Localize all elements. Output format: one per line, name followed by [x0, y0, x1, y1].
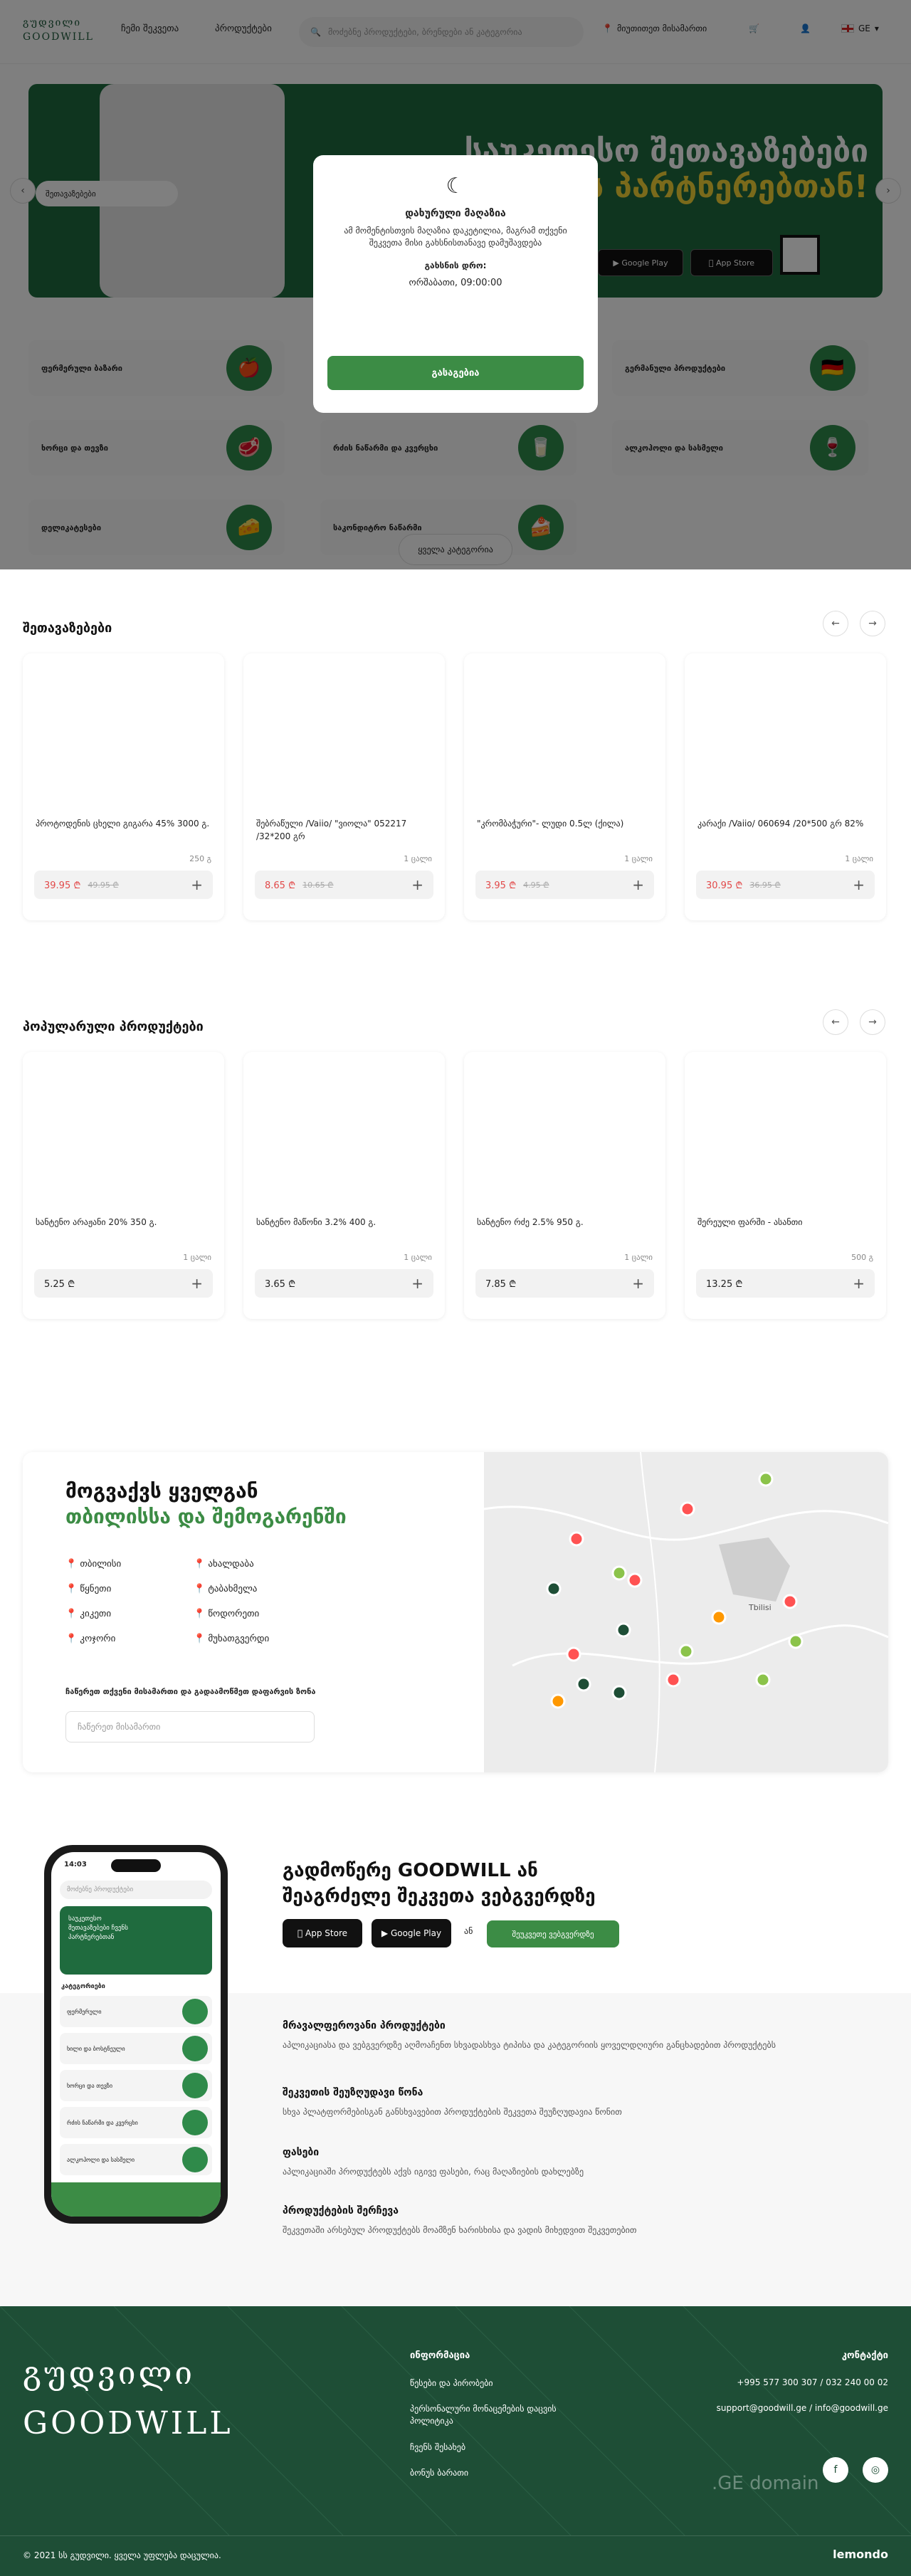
product-name: "კრომბაჭური"- ლუდი 0.5ლ (ქილა) [477, 819, 624, 829]
city-label: თბილისი [80, 1559, 122, 1570]
product-card[interactable] [243, 653, 445, 920]
city-item [194, 1609, 259, 1619]
plus-icon[interactable]: + [191, 1275, 203, 1292]
location-pin-icon: 📍 [194, 1559, 206, 1570]
city-label: ტაბახმელა [208, 1584, 258, 1594]
plus-icon[interactable]: + [632, 876, 644, 893]
map-pin[interactable] [759, 1473, 772, 1486]
phone-row-image [182, 1999, 208, 2024]
location-pin-icon: 📍 [65, 1584, 78, 1594]
product-image [37, 1066, 210, 1209]
phone-row-image [182, 2073, 208, 2098]
map-pin[interactable] [570, 1533, 583, 1545]
product-card[interactable] [23, 1052, 224, 1319]
location-pin-icon: 📍 [194, 1609, 206, 1619]
add-to-cart-bar[interactable] [696, 1269, 875, 1298]
moon-sleep-icon: ☾ [446, 174, 465, 199]
modal-ok-button[interactable]: გასაგებია [327, 356, 584, 390]
app-title-line1: გადმოწერე GOODWILL ან [283, 1860, 538, 1881]
play-icon: ▶ [381, 1928, 391, 1938]
popular-next-arrow-icon[interactable]: → [860, 1009, 885, 1035]
plus-icon[interactable]: + [853, 876, 865, 893]
product-price: 30.95 ₾ [706, 880, 743, 891]
product-price: 3.65 ₾ [265, 1279, 296, 1290]
city-label: წყნეთი [80, 1584, 112, 1594]
footer-bottom-bar [0, 2535, 911, 2576]
product-price: 39.95 ₾ [44, 880, 81, 891]
product-old-price: 49.95 ₾ [88, 880, 119, 890]
app-title-line2: შეაგრძელე შეკვეთა ვებგვერდზე [283, 1886, 596, 1907]
feature-title: შეკვეთის შეუზღუდავი წონა [283, 2087, 423, 2098]
app-store-badge[interactable] [283, 1919, 362, 1947]
offers-next-arrow-icon[interactable]: → [860, 611, 885, 636]
feature-title: მრავალფეროვანი პროდუქტები [283, 2020, 446, 2031]
product-price: 8.65 ₾ [265, 880, 296, 891]
product-name: შერეული ფარში - ასანთი [697, 1217, 803, 1227]
product-price: 13.25 ₾ [706, 1279, 743, 1290]
map-title-line1: მოგვაქვს ყველგან [65, 1479, 258, 1503]
product-price: 5.25 ₾ [44, 1279, 75, 1290]
city-label: კიკეთი [80, 1609, 112, 1619]
product-name: პროტოდენის ცხელი გიგარა 45% 3000 გ. [36, 819, 210, 829]
product-old-price: 4.95 ₾ [523, 880, 549, 890]
add-to-cart-bar[interactable] [475, 1269, 654, 1298]
map-pin[interactable] [681, 1503, 694, 1515]
product-card[interactable] [23, 653, 224, 920]
product-image [699, 668, 872, 810]
product-image [258, 668, 431, 810]
location-pin-icon: 📍 [194, 1584, 206, 1594]
city-item [194, 1584, 257, 1594]
product-price: 3.95 ₾ [485, 880, 517, 891]
copyright: © 2021 სს გუდვილი. ყველა უფლება დაცულია. [23, 2550, 221, 2560]
phone-section-title: კატეგორიები [61, 1983, 105, 1990]
phone-category-row [60, 2070, 212, 2101]
footer-email[interactable]: support@goodwill.ge / info@goodwill.ge [716, 2403, 888, 2413]
product-card[interactable] [685, 1052, 886, 1319]
product-unit: 1 ცალი [624, 1253, 653, 1262]
product-unit: 500 გ [851, 1253, 873, 1262]
phone-row-label: რძის ნაწარმი და კვერცხი [67, 2119, 138, 2126]
phone-category-row [60, 2144, 212, 2175]
city-label: კოჯორი [80, 1634, 116, 1644]
product-name: სანტენო მაწონი 3.2% 400 გ. [256, 1217, 376, 1227]
phone-time: 14:03 [64, 1861, 87, 1868]
footer-contact-title: კონტაქტი [841, 2350, 888, 2361]
map-pin[interactable] [757, 1673, 769, 1686]
phone-notch [111, 1859, 161, 1872]
add-to-cart-bar[interactable] [475, 871, 654, 899]
phone-search: მოძებნე პროდუქტები [60, 1881, 212, 1899]
closed-store-modal [313, 155, 598, 413]
map-pin[interactable] [680, 1645, 693, 1658]
footer-info-title: ინფორმაცია [410, 2350, 470, 2361]
city-item [65, 1609, 111, 1619]
phone-row-image [182, 2036, 208, 2061]
add-to-cart-bar[interactable] [34, 1269, 213, 1298]
city-item [194, 1634, 269, 1644]
footer-logo[interactable] [23, 2349, 233, 2449]
phone-row-image [182, 2147, 208, 2172]
map-pin[interactable] [789, 1635, 802, 1648]
phone-banner-text: საუკეთესო შეთავაზებები ჩვენს პარტნერებთან [68, 1915, 128, 1941]
product-unit: 1 ცალი [845, 854, 873, 863]
product-name: სანტენო რძე 2.5% 950 გ. [477, 1217, 584, 1227]
plus-icon[interactable]: + [191, 876, 203, 893]
address-check-input[interactable]: ჩაწერეთ მისამართი [65, 1711, 315, 1742]
phone-category-row [60, 2033, 212, 2064]
phone-row-label: ხილი და ბოსტნეული [67, 2045, 125, 2052]
google-play-label: Google Play [390, 1928, 442, 1938]
feature-description: აპლიკაციასა და ვებგვერდზე აღმოაჩენთ სხვადასხვა ტიპისა და კატეგორიის ყოველდღიური განცხადებით პროდუქტებს [283, 2040, 776, 2050]
product-unit: 1 ცალი [404, 1253, 432, 1262]
city-item [65, 1634, 115, 1644]
product-unit: 1 ცალი [404, 854, 432, 863]
product-unit: 1 ცალი [183, 1253, 211, 1262]
location-pin-icon: 📍 [65, 1559, 78, 1570]
plus-icon[interactable]: + [411, 876, 423, 893]
app-store-label: App Store [302, 1928, 345, 1938]
map-pin[interactable] [628, 1574, 641, 1587]
footer-link-terms[interactable]: წესები და პირობები [410, 2378, 493, 2388]
product-price: 7.85 ₾ [485, 1279, 517, 1290]
phone-category-row [60, 1996, 212, 2027]
plus-icon[interactable]: + [632, 1275, 644, 1292]
app-section-title [283, 1858, 596, 1909]
add-to-cart-bar[interactable] [255, 871, 433, 899]
product-unit: 250 გ [189, 854, 211, 863]
modal-opening-time: ორშაბათი, 09:00:00 [409, 278, 502, 288]
site-footer [0, 2306, 911, 2576]
plus-icon[interactable]: + [853, 1275, 865, 1292]
phone-row-label: ხორცი და თევზი [67, 2082, 112, 2089]
delivery-zone-section [23, 1452, 888, 1772]
add-to-cart-bar[interactable] [696, 871, 875, 899]
map-svg [484, 1452, 888, 1772]
product-name: სანტენო არაჟანი 20% 350 გ. [36, 1217, 157, 1227]
add-to-cart-bar[interactable] [255, 1269, 433, 1298]
product-image [258, 1066, 431, 1209]
map-pin[interactable] [617, 1624, 630, 1636]
footer-logo-line2: GOODWILL [23, 2405, 233, 2441]
offers-prev-arrow-icon[interactable]: ← [823, 611, 848, 636]
phone-row-image [182, 2110, 208, 2135]
footer-link-bonus[interactable]: ბონუს ბარათი [410, 2468, 469, 2478]
map-pin[interactable] [784, 1595, 796, 1608]
delivery-map[interactable] [484, 1452, 888, 1772]
facebook-icon[interactable]: f [823, 2457, 848, 2483]
product-unit: 1 ცალი [624, 854, 653, 863]
map-pin[interactable] [547, 1582, 560, 1595]
modal-title: დახურული მაღაზია [405, 208, 506, 219]
footer-link-about[interactable]: ჩვენს შესახებ [410, 2442, 466, 2452]
product-name: კარაქი /Vaiio/ 060694 /20*500 გრ 82% [697, 819, 864, 829]
product-old-price: 10.65 ₾ [302, 880, 334, 890]
phone-tabbar [51, 2182, 221, 2217]
google-play-badge[interactable] [372, 1919, 451, 1947]
order-on-web-button[interactable]: შეუკვეთე ვებგვერდზე [487, 1920, 619, 1947]
product-image [699, 1066, 872, 1209]
footer-logo-line1: გუდვილი [23, 2355, 195, 2392]
city-item [194, 1559, 254, 1570]
feature-title: პროდუქტების შერჩევა [283, 2205, 399, 2217]
phone-row-label: ალკოჰოლი და სასმელი [67, 2156, 135, 2163]
map-pin[interactable] [577, 1678, 590, 1691]
domain-badge[interactable]: .GE domain [712, 2473, 819, 2494]
or-label: ან [464, 1926, 473, 1936]
add-to-cart-bar[interactable] [34, 871, 213, 899]
footer-phone[interactable]: +995 577 300 307 / 032 240 00 02 [737, 2377, 888, 2387]
product-card[interactable] [464, 653, 665, 920]
phone-category-row [60, 2107, 212, 2138]
location-pin-icon: 📍 [194, 1634, 206, 1644]
product-old-price: 36.95 ₾ [749, 880, 781, 890]
map-pin[interactable] [613, 1567, 626, 1579]
feature-description: აპლიკაციაში პროდუქტებს აქვს იგივე ფასები, რაც მაღაზიების დახლებზე [283, 2167, 584, 2177]
modal-text: ამ მომენტისთვის მაღაზია დაკეტილია, მაგრამ თქვენი შეკვეთა მისი გახსნისთანავე დამუშავდება [344, 226, 567, 248]
modal-opening-label: გახსნის დრო: [424, 261, 487, 270]
apple-icon [300, 1928, 303, 1938]
product-name: შებრაწული /Vaiio/ "ვიოლა" 052217 /32*200 გრ [256, 819, 407, 841]
product-image [37, 668, 210, 810]
product-image [478, 1066, 651, 1209]
feature-description: სხვა პლატფორმებისგან განსხვავებით პროდუქტების შეკვეთა შეუზღუდავია წონით [283, 2107, 622, 2117]
footer-link-privacy[interactable]: პერსონალური მონაცემების დაცვის პოლიტიკა [410, 2404, 557, 2426]
map-pin[interactable] [613, 1686, 626, 1699]
phone-row-label: ფერმერული [67, 2008, 102, 2015]
map-pin[interactable] [567, 1648, 580, 1661]
product-card[interactable] [243, 1052, 445, 1319]
plus-icon[interactable]: + [411, 1275, 423, 1292]
phone-banner [60, 1906, 212, 1975]
popular-prev-arrow-icon[interactable]: ← [823, 1009, 848, 1035]
map-pin[interactable] [667, 1673, 680, 1686]
map-pin[interactable] [552, 1695, 564, 1708]
product-card[interactable] [464, 1052, 665, 1319]
instagram-icon[interactable]: ◎ [863, 2457, 888, 2483]
location-pin-icon: 📍 [65, 1609, 78, 1619]
city-label: წოდორეთი [208, 1609, 260, 1619]
city-label: ახალდაბა [208, 1559, 254, 1570]
map-title-line2: თბილისსა და შემოგარენში [65, 1505, 347, 1528]
feature-title: ფასები [283, 2147, 320, 2158]
city-item [65, 1584, 111, 1594]
lemondo-logo[interactable]: lemondo [833, 2548, 888, 2561]
city-label: მუხათგვერდი [208, 1634, 270, 1644]
product-image [478, 668, 651, 810]
popular-title: პოპულარული პროდუქტები [23, 1019, 204, 1034]
location-pin-icon: 📍 [65, 1634, 78, 1644]
offers-title: შეთავაზებები [23, 621, 112, 636]
address-check-label: ჩაწერეთ თქვენი მისამართი და გადაამოწმეთ დაფარვის ზონა [65, 1687, 316, 1696]
city-item [65, 1559, 121, 1570]
product-card[interactable] [685, 653, 886, 920]
map-city-label: Tbilisi [749, 1603, 772, 1612]
app-phone-mockup [44, 1845, 228, 2224]
feature-description: შეკვეთაში არსებულ პროდუქტებს მოამზენ ხარისხისა და ვადის მიხედვით შეკვეთებით [283, 2225, 637, 2235]
map-pin[interactable] [712, 1611, 725, 1624]
